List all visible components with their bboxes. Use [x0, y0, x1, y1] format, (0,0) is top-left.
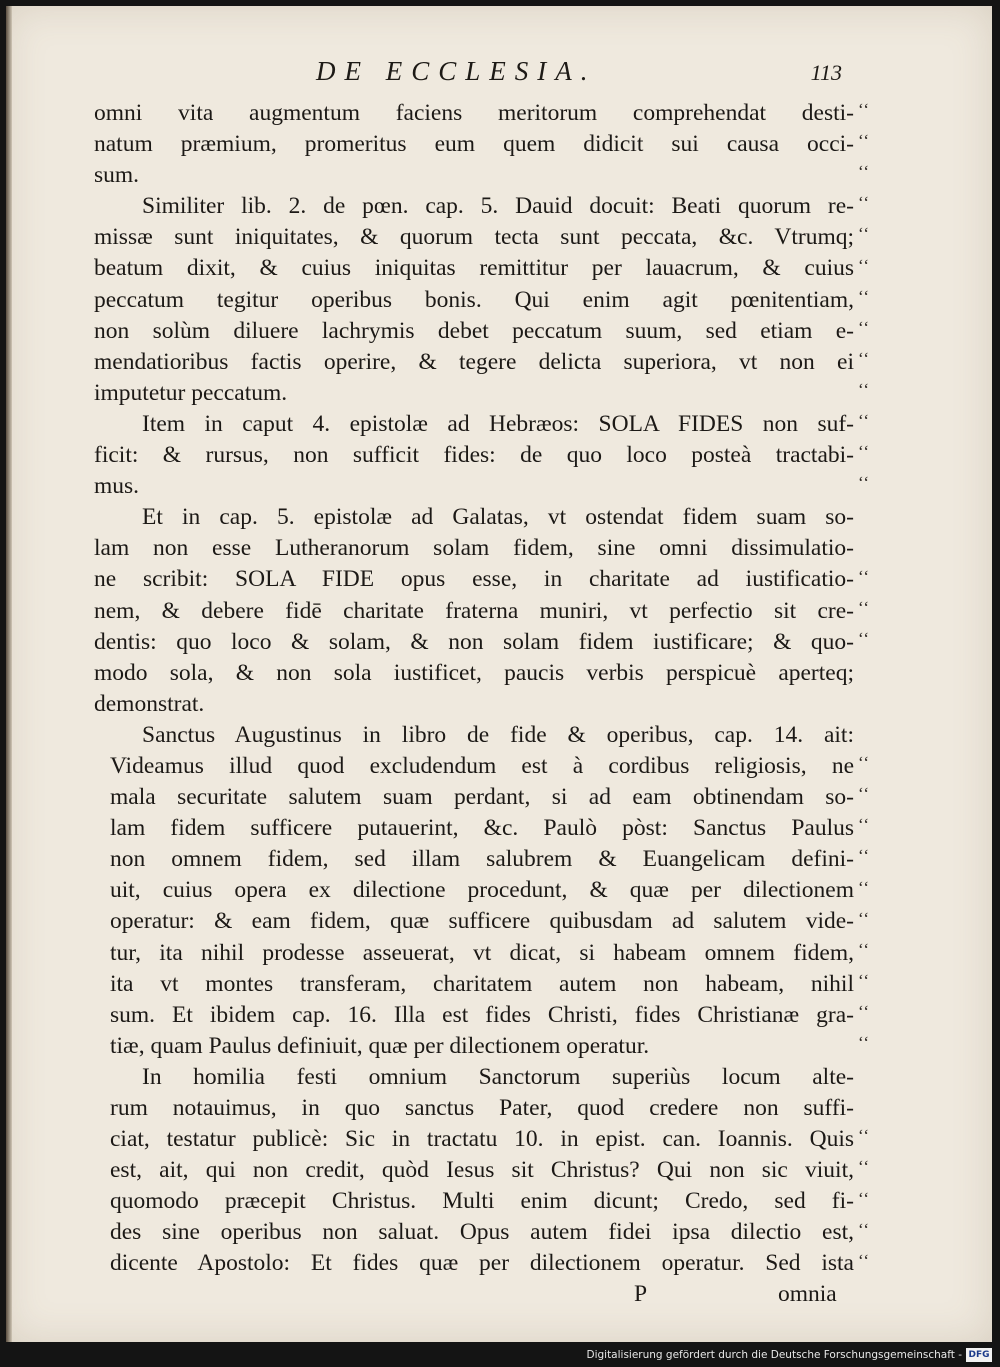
marginal-quote-mark: ‘‘	[858, 224, 871, 244]
text-line: omni vita augmentum faciens meritorum comprehendat desti-	[94, 100, 854, 126]
marginal-quote-mark: ‘‘	[858, 162, 871, 182]
text-line: dicente Apostolo: Et fides quæ per dilectionem operatur. Sed ista	[110, 1250, 854, 1277]
book-page	[6, 6, 992, 1342]
text-line: ciat, testatur publicè: Sic in tractatu 10. in epist. can. Ioannis. Quis	[110, 1126, 854, 1153]
body-text	[94, 98, 854, 1280]
text-line: sum.	[94, 162, 140, 189]
marginal-quote-mark: ‘‘	[858, 1188, 871, 1208]
marginal-quote-mark: ‘‘	[858, 411, 871, 430]
text-line: beatum dixit, & cuius iniquitas remittitur per lauacrum, & cuius	[94, 255, 854, 282]
text-line: missæ sunt iniquitates, & quorum tecta sunt peccata, &c. Vtrumq;	[94, 224, 854, 251]
marginal-quote-mark: ‘‘	[858, 815, 871, 835]
text-line: lam fidem sufficere putauerint, &c. Paulò pòst: Sanctus Paulus	[110, 815, 854, 842]
text-line: In homilia festi omnium Sanctorum superiùs locum alte-	[142, 1063, 854, 1090]
text-line: modo sola, & non sola iustificet, paucis verbis perspicuè aperteq;	[94, 659, 854, 686]
text-line: demonstrat.	[94, 690, 205, 717]
text-line: peccatum tegitur operibus bonis. Qui enim agit pœnitentiam,	[94, 286, 854, 313]
marginal-quote-mark: ‘‘	[858, 1033, 871, 1052]
marginal-quote-mark: ‘‘	[858, 348, 871, 368]
marginal-quote-mark: ‘‘	[858, 379, 871, 399]
text-line: uit, cuius opera ex dilectione procedunt, & quæ per dilectionem	[110, 877, 854, 904]
text-line: des sine operibus non saluat. Opus autem fidei ipsa dilectio est,	[110, 1219, 854, 1246]
running-title: DE ECCLESIA.	[316, 56, 597, 86]
marginal-quote-mark: ‘‘	[858, 286, 871, 306]
marginal-quote-mark: ‘‘	[858, 970, 871, 990]
text-line: nem, & debere fidē charitate fraterna muniri, vt perfectio sit cre-	[94, 597, 854, 624]
page-number: 113	[810, 60, 842, 85]
marginal-quote-mark: ‘‘	[858, 1126, 871, 1146]
marginal-quote-mark: ‘‘	[858, 628, 871, 648]
text-line: tiæ, quam Paulus definiuit, quæ per dilectionem operatur.	[110, 1032, 650, 1059]
text-line: lam non esse Lutheranorum solam fidem, sine omni dissimulatio-	[94, 535, 854, 562]
text-line: dentis: quo loco & solam, & non solam fidem iustificare; & quo-	[94, 628, 854, 655]
catchword: omnia	[778, 1281, 837, 1307]
text-line: mus.	[94, 473, 140, 500]
text-line: Similiter lib. 2. de pœn. cap. 5. Dauid docuit: Beati quorum re-	[142, 193, 854, 220]
marginal-quote-mark: ‘‘	[858, 317, 871, 337]
marginal-quote-mark: ‘‘	[858, 193, 871, 213]
marginal-quote-mark: ‘‘	[858, 597, 871, 617]
marginal-quote-mark: ‘‘	[858, 442, 871, 462]
marginal-quote-mark: ‘‘	[858, 939, 871, 959]
marginal-quote-mark: ‘‘	[858, 1219, 871, 1239]
marginal-quote-mark: ‘‘	[858, 473, 871, 493]
marginal-quote-mark: ‘‘	[858, 877, 871, 897]
dfg-logo: DFG	[966, 1348, 992, 1362]
page-gutter	[6, 6, 12, 1342]
marginal-quote-mark: ‘‘	[858, 566, 871, 586]
text-line: ne scribit: SOLA FIDE opus esse, in charitate ad iustificatio-	[94, 566, 854, 593]
text-line: non omnem fidem, sed illam salubrem & Euangelicam defini-	[110, 846, 854, 873]
text-line: Et in cap. 5. epistolæ ad Galatas, vt ostendat fidem suam so-	[142, 504, 854, 531]
text-line: operatur: & eam fidem, quæ sufficere quibusdam ad salutem vide-	[110, 908, 854, 935]
text-line: tur, ita nihil prodesse asseuerat, vt dicat, si habeam omnem fidem,	[110, 939, 854, 966]
text-line: imputetur peccatum.	[94, 379, 288, 406]
text-line: sum. Et ibidem cap. 16. Illa est fides Christi, fides Christianæ gra-	[110, 1001, 854, 1028]
text-line: est, ait, qui non credit, quòd Iesus sit Christus? Qui non sic viuit,	[110, 1157, 854, 1184]
marginal-quote-mark: ‘‘	[858, 1001, 871, 1021]
text-line: Item in caput 4. epistolæ ad Hebræos: SOLA FIDES non suf-	[142, 410, 854, 437]
footer-credit: Digitalisierung gefördert durch die Deutsche Forschungsgemeinschaft -	[586, 1349, 962, 1361]
marginal-quote-mark: ‘‘	[858, 846, 871, 866]
text-line: mendatioribus factis operire, & tegere delicta superiora, vt non ei	[94, 348, 854, 375]
marginal-quote-mark: ‘‘	[858, 255, 871, 275]
text-line: ficit: & rursus, non sufficit fides: de quo loco posteà tractabi-	[94, 442, 854, 469]
marginal-quote-mark: ‘‘	[858, 1250, 871, 1270]
text-line: ita vt montes transferam, charitatem autem non habeam, nihil	[110, 970, 854, 997]
text-line: rum notauimus, in quo sanctus Pater, quod credere non suffi-	[110, 1095, 854, 1121]
text-line: non solùm diluere lachrymis debet peccatum suum, sed etiam e-	[94, 317, 854, 344]
marginal-quote-mark: ‘‘	[858, 1157, 871, 1177]
text-line: natum præmium, promeritus eum quem didicit sui causa occi-	[94, 131, 854, 158]
text-line: Videamus illud quod excludendum est à cordibus religiosis, ne	[110, 752, 854, 779]
page-header	[6, 56, 992, 92]
marginal-quote-mark: ‘‘	[858, 131, 871, 151]
marginal-quote-mark: ‘‘	[858, 753, 871, 773]
text-line: quomodo præcepit Christus. Multi enim dicunt; Credo, sed fi-	[110, 1188, 854, 1215]
signature-mark: P	[634, 1281, 648, 1307]
marginal-quote-mark: ‘‘	[858, 100, 871, 119]
marginal-quote-mark: ‘‘	[858, 784, 871, 804]
marginal-quote-mark: ‘‘	[858, 908, 871, 928]
text-line: Sanctus Augustinus in libro de fide & operibus, cap. 14. ait:	[142, 721, 854, 748]
text-line: mala securitate salutem suam perdant, si ad eam obtinendam so-	[110, 784, 854, 811]
